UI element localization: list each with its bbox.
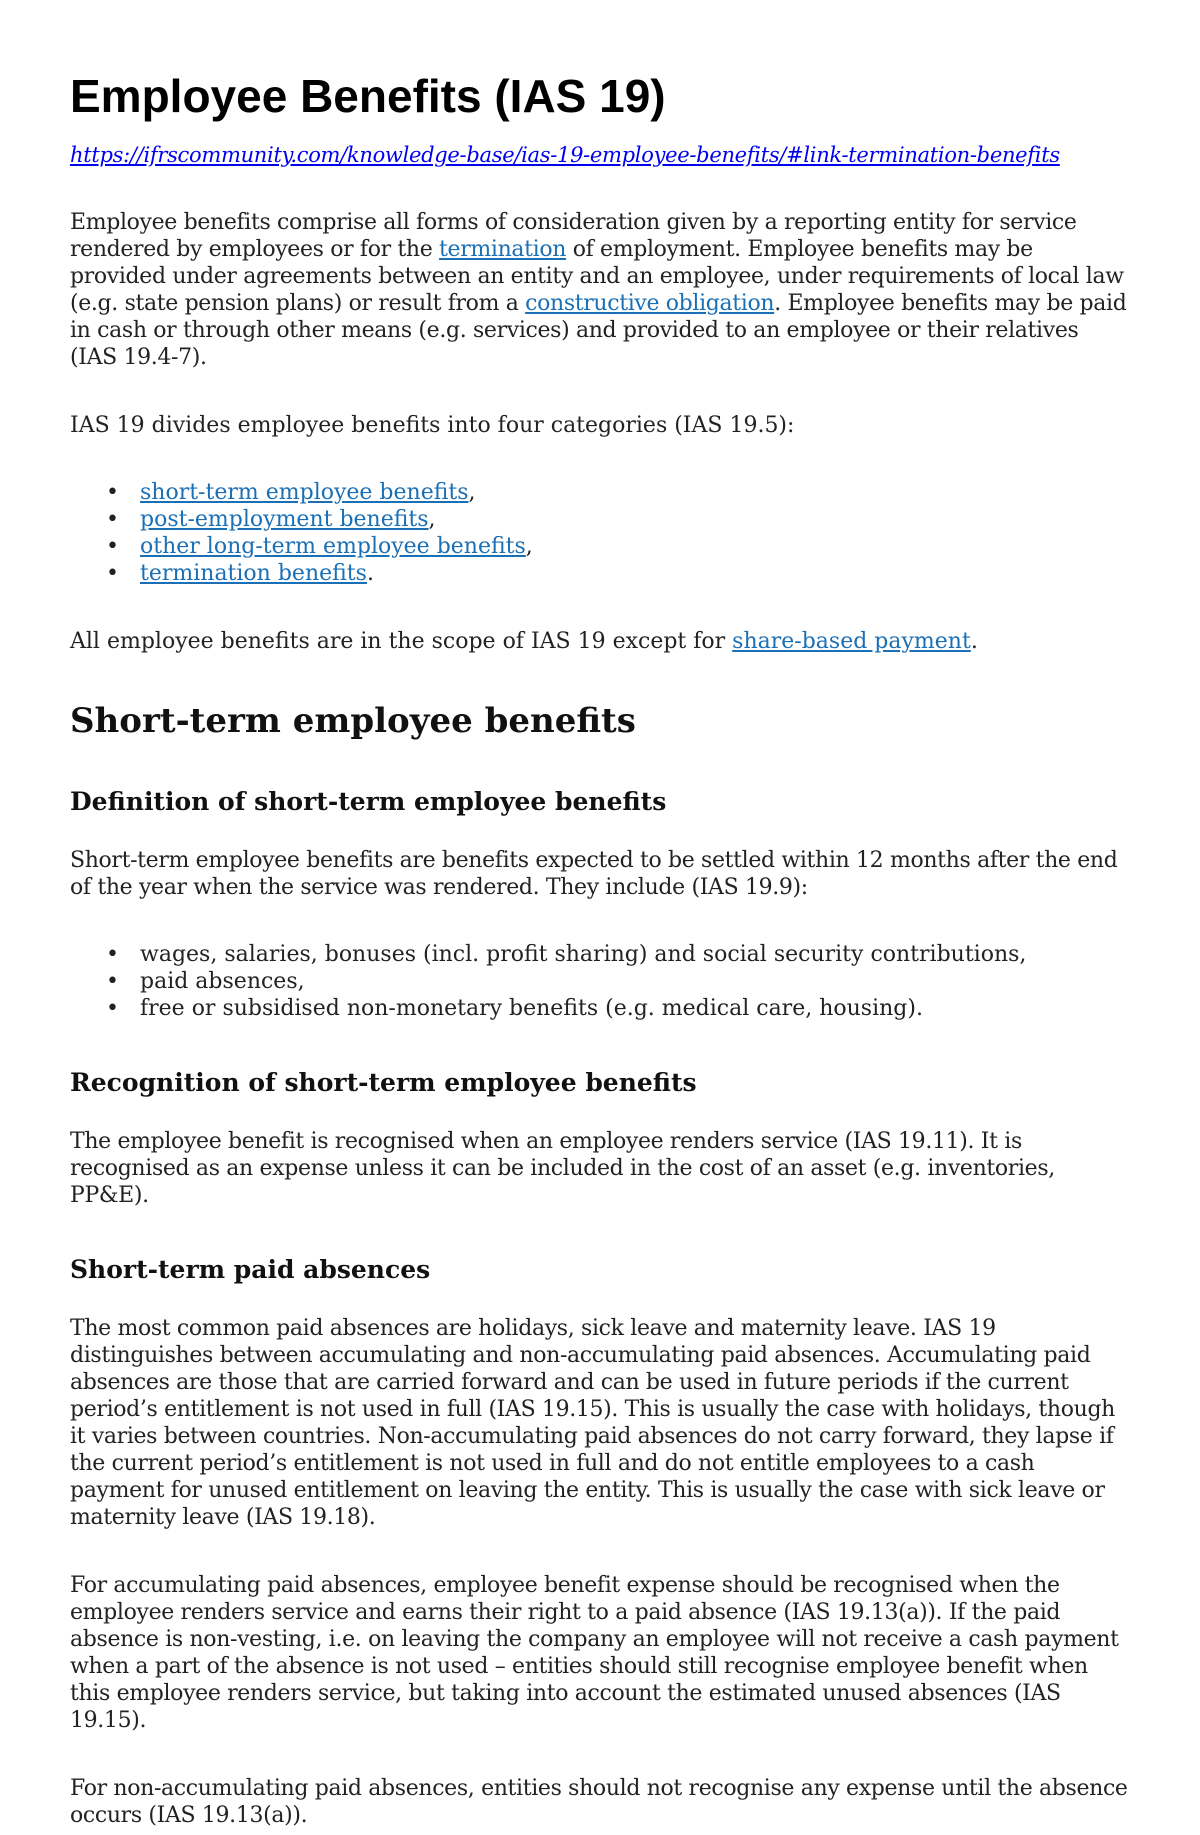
list-item (140, 560, 1130, 587)
other-long-term-benefits-link[interactable]: other long-term employee benefits (140, 534, 526, 559)
list-item (140, 533, 1130, 560)
intro-text-1: Employee benefits comprise all forms of consideration given by a reporting entity for service rendered by employees or for the (70, 210, 1077, 262)
short-term-section-heading: Short-term employee benefits (70, 701, 636, 741)
list-item-suffix: , (428, 507, 436, 532)
list-item (140, 479, 1130, 506)
paid-absences-heading: Short-term paid absences (70, 1255, 431, 1284)
list-item: • paid absences, (140, 968, 1130, 995)
short-term-benefits-link[interactable]: short-term employee benefits (140, 480, 469, 505)
share-based-payment-link[interactable]: share-based payment (732, 629, 971, 654)
list-item: • free or subsidised non-monetary benefits (e.g. medical care, housing). (140, 995, 1130, 1022)
scope-text: All employee benefits are in the scope of IAS 19 except for (70, 629, 733, 654)
list-item-suffix: , (525, 534, 533, 559)
intro-text-3: . Employee benefits may be paid in cash or through other means (e.g. services) and provided to an employee or their relatives (IAS 19.4-7). (70, 291, 1127, 370)
source-url-link[interactable]: https://ifrscommunity.com/knowledge-base/ias-19-employee-benefits/#link-termination-benefits (70, 143, 1060, 167)
categories-list (70, 479, 1130, 587)
recognition-paragraph: The employee benefit is recognised when an employee renders service (IAS 19.11). It is recognised as an expense unless it can be included in the cost of an asset (e.g. inventories, PP&E). (70, 1129, 1055, 1208)
categories-intro: IAS 19 divides employee benefits into four categories (IAS 19.5): (70, 413, 795, 438)
list-item (140, 506, 1130, 533)
paid-absences-paragraph-1: The most common paid absences are holidays, sick leave and maternity leave. IAS 19 distinguishes between accumulating and non-accumulating paid absences. Accumulating paid absences are those that are carried forward and can be used in future periods if the current period’s entitlement is not used in full (IAS 19.15). This is usually the case with holidays, though it varies between countries. Non-accumulating paid absences do not carry forward, they lapse if the current period’s entitlement is not used in full and do not entitle employees to a cash payment for unused entitlement on leaving the entity. This is usually the case with sick leave or maternity leave (IAS 19.18). (70, 1316, 1115, 1530)
constructive-obligation-link[interactable]: constructive obligation (525, 291, 775, 316)
paid-absences-paragraph-3: For non-accumulating paid absences, entities should not recognise any expense until the absence occurs (IAS 19.13(a)). (70, 1776, 1128, 1828)
termination-link[interactable]: termination (439, 237, 567, 262)
paid-absences-paragraph-2: For accumulating paid absences, employee benefit expense should be recognised when the employee renders service and earns their right to a paid absence (IAS 19.13(a)). If the paid absence is non-vesting, i.e. on leaving the company an employee will not receive a cash payment when a part of the absence is not used – entities should still recognise employee benefit when this employee renders service, but taking into account the estimated unused absences (IAS 19.15). (70, 1573, 1119, 1733)
list-item-suffix: , (468, 480, 476, 505)
scope-suffix: . (970, 629, 978, 654)
list-item: • wages, salaries, bonuses (incl. profit sharing) and social security contributions, (140, 941, 1130, 968)
scope-paragraph (70, 628, 1130, 655)
recognition-heading: Recognition of short-term employee benefits (70, 1068, 697, 1097)
intro-text-2: of employment. Employee benefits may be provided under agreements between an entity and an employee, under requirements of local law (e.g. state pension plans) or result from a (70, 237, 1124, 316)
page-title: Employee Benefits (IAS 19) (70, 70, 666, 122)
termination-benefits-link[interactable]: termination benefits (140, 561, 367, 586)
definition-paragraph: Short-term employee benefits are benefits expected to be settled within 12 months after the end of the year when the service was rendered. They include (IAS 19.9): (70, 848, 1118, 900)
short-term-items-list (70, 941, 1130, 1022)
intro-paragraph (70, 209, 1130, 371)
list-item-suffix: . (366, 561, 374, 586)
definition-heading: Definition of short-term employee benefits (70, 787, 667, 816)
post-employment-benefits-link[interactable]: post-employment benefits (140, 507, 429, 532)
